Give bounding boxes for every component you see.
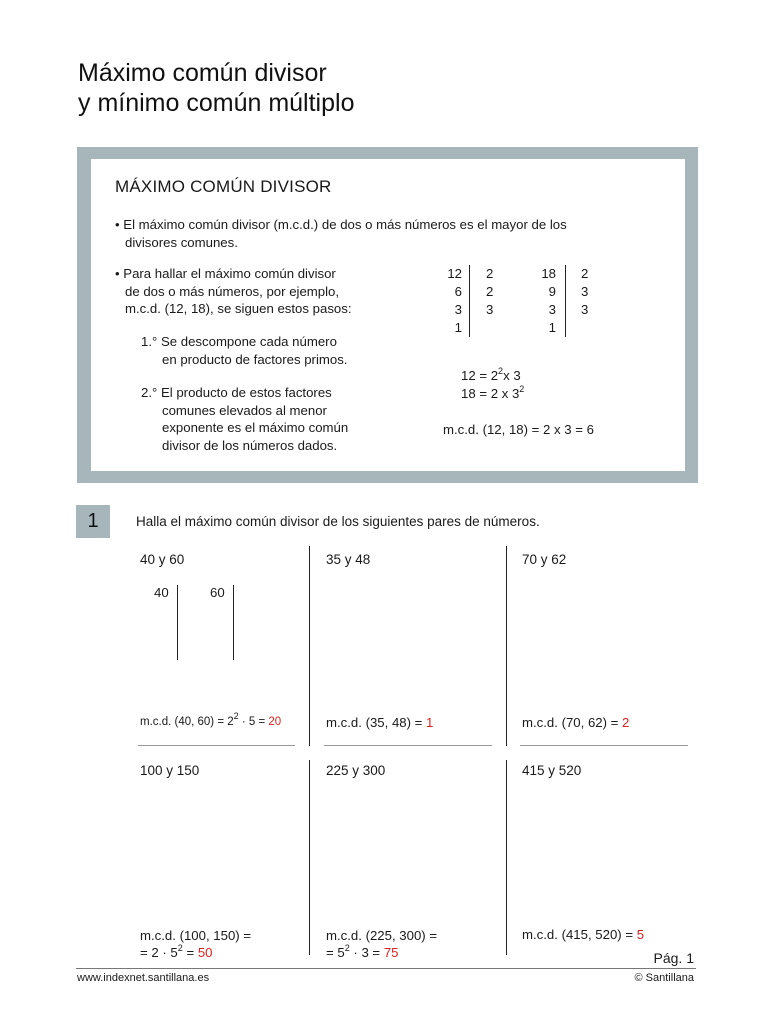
answer-100-150 xyxy=(140,927,251,961)
answer-value: 20 xyxy=(268,716,282,728)
factor-18-num: 9 xyxy=(548,284,556,299)
eq-12-base: 12 = 2 xyxy=(461,368,499,383)
eq-18-exponent: 2 xyxy=(519,384,525,394)
factor-table-12-nums xyxy=(436,265,462,337)
work-divider-60 xyxy=(233,585,234,660)
footer-rule xyxy=(76,968,696,969)
exercise-cell-label: 100 y 150 xyxy=(140,763,200,778)
work-divider-40 xyxy=(177,585,178,660)
work-number-60: 60 xyxy=(210,585,225,600)
answer-value: 50 xyxy=(197,945,213,960)
row-separator xyxy=(324,745,492,746)
eq-12-exponent: 2 xyxy=(498,366,504,376)
factor-18-div: 2 xyxy=(581,266,589,281)
answer-415-520 xyxy=(522,927,644,942)
grid-divider xyxy=(506,546,507,746)
factor-table-18-nums xyxy=(530,265,556,337)
factor-12-num: 6 xyxy=(454,284,462,299)
page-title xyxy=(78,58,354,118)
row-separator xyxy=(520,745,688,746)
theory-equation-18 xyxy=(461,385,524,403)
answer-text: m.c.d. (70, 62) = xyxy=(522,715,623,730)
answer-70-62 xyxy=(522,715,629,730)
factor-18-num: 3 xyxy=(548,302,556,317)
theory-bullet-1 xyxy=(115,216,567,251)
page-title-line1: Máximo común divisor xyxy=(78,59,327,87)
theory-bullet-2 xyxy=(115,265,352,318)
page-title-line2: y mínimo común múltiplo xyxy=(78,89,355,117)
theory-result: m.c.d. (12, 18) = 2 x 3 = 6 xyxy=(443,422,594,437)
theory-step-1-line2: en producto de factores primos. xyxy=(162,351,348,367)
answer-text: m.c.d. (35, 48) = xyxy=(326,715,427,730)
page-number: Pág. 1 xyxy=(653,950,694,966)
answer-value: 2 xyxy=(622,715,630,730)
exercise-instruction: Halla el máximo común divisor de los siguientes pares de números. xyxy=(136,514,540,529)
answer-text: · 3 = xyxy=(349,945,384,960)
exercise-cell-label: 35 y 48 xyxy=(326,552,371,567)
answer-text: = 5 xyxy=(326,945,345,960)
answer-text: m.c.d. (40, 60) = 2 xyxy=(140,716,234,728)
answer-exponent: 2 xyxy=(177,943,183,953)
exercise-cell-label: 40 y 60 xyxy=(140,552,185,567)
factor-12-num: 1 xyxy=(454,320,462,335)
factor-table-12-divider xyxy=(469,265,470,337)
theory-heading: MÁXIMO COMÚN DIVISOR xyxy=(115,177,332,196)
theory-step-2-line4: divisor de los números dados. xyxy=(162,437,338,453)
factor-18-div: 3 xyxy=(581,302,589,317)
answer-225-300 xyxy=(326,927,437,961)
answer-value: 1 xyxy=(426,715,434,730)
grid-divider xyxy=(506,760,507,955)
factor-12-num: 12 xyxy=(447,266,462,281)
footer-copyright: © Santillana xyxy=(634,972,694,984)
theory-bullet-2-line2: de dos o más números, por ejemplo, xyxy=(125,283,340,299)
theory-step-1-line1: Se descompone cada número xyxy=(160,334,337,349)
factor-12-div: 2 xyxy=(486,266,494,281)
theory-step-1-num: 1.° xyxy=(141,334,158,349)
theory-bullet-1-line2: divisores comunes. xyxy=(125,234,238,250)
answer-40-60 xyxy=(140,711,282,728)
theory-bullet-1-line1: • El máximo común divisor (m.c.d.) de dos o más números es el mayor de los xyxy=(115,217,567,232)
theory-bullet-2-line1: • Para hallar el máximo común divisor xyxy=(115,266,336,281)
answer-value: 5 xyxy=(636,927,645,942)
answer-35-48 xyxy=(326,715,433,730)
factor-18-num: 1 xyxy=(548,320,556,335)
factor-12-div: 2 xyxy=(486,284,494,299)
answer-exponent: 2 xyxy=(233,711,239,721)
exercise-number-badge: 1 xyxy=(76,505,110,538)
theory-step-2-num: 2.° xyxy=(141,385,158,400)
factor-12-num: 3 xyxy=(454,302,462,317)
theory-step-2 xyxy=(141,384,348,454)
factor-table-18-divider xyxy=(565,265,566,337)
answer-exponent: 2 xyxy=(344,943,350,953)
exercise-cell-label: 415 y 520 xyxy=(522,763,582,778)
theory-step-1 xyxy=(141,333,347,368)
factor-table-18-divs xyxy=(581,265,601,319)
theory-step-2-line1: El producto de estos factores xyxy=(160,385,332,400)
answer-text: m.c.d. (100, 150) = xyxy=(140,928,252,943)
theory-equation-12 xyxy=(461,367,521,385)
theory-bullet-2-line3: m.c.d. (12, 18), se siguen estos pasos: xyxy=(125,301,352,316)
row-separator xyxy=(138,745,295,746)
exercise-cell-label: 225 y 300 xyxy=(326,763,386,778)
theory-step-2-line2: comunes elevados al menor xyxy=(162,402,327,418)
factor-table-12-divs xyxy=(486,265,506,319)
answer-text: m.c.d. (415, 520) = xyxy=(522,927,637,942)
factor-18-num: 18 xyxy=(541,266,556,281)
work-number-40: 40 xyxy=(154,585,169,600)
answer-text: · 5 = xyxy=(238,716,269,728)
factor-18-div: 3 xyxy=(581,284,589,299)
answer-text: = 2 · 5 xyxy=(140,945,178,960)
grid-divider xyxy=(309,760,310,955)
eq-18-base: 18 = 2 x 3 xyxy=(461,386,520,401)
footer-url[interactable]: www.indexnet.santillana.es xyxy=(77,972,210,984)
answer-text: m.c.d. (225, 300) = xyxy=(326,928,438,943)
eq-12-rest: x 3 xyxy=(503,368,521,383)
grid-divider xyxy=(309,546,310,746)
theory-step-2-line3: exponente es el máximo común xyxy=(162,420,349,435)
factor-12-div: 3 xyxy=(486,302,494,317)
answer-text: = xyxy=(182,945,198,960)
exercise-cell-label: 70 y 62 xyxy=(522,552,567,567)
answer-value: 75 xyxy=(383,945,399,960)
